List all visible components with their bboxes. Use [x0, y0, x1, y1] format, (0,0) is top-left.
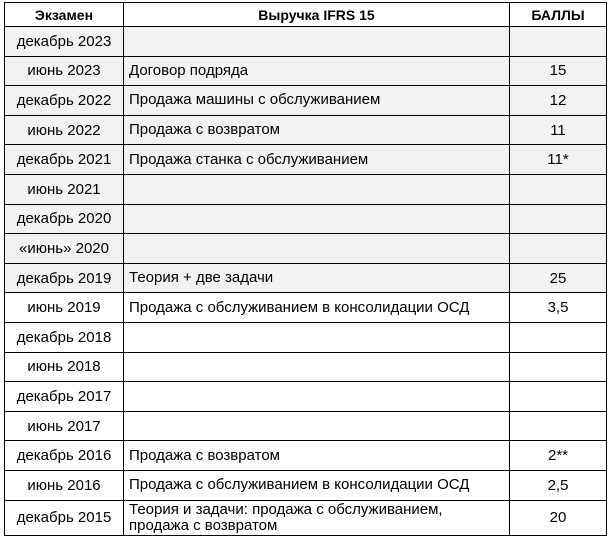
- topic-cell: [124, 174, 510, 204]
- score-cell: [510, 411, 607, 441]
- score-cell: 15: [510, 56, 607, 86]
- exam-cell: июнь 2022: [5, 115, 124, 145]
- exam-cell: декабрь 2019: [5, 263, 124, 293]
- score-cell: 3,5: [510, 293, 607, 323]
- table-row: [5, 352, 607, 382]
- exam-cell: декабрь 2023: [5, 27, 124, 57]
- topic-cell: [124, 204, 510, 234]
- exam-score-table: [4, 2, 607, 536]
- score-cell: [510, 382, 607, 412]
- exam-cell: июнь 2016: [5, 470, 124, 500]
- table-row: [5, 470, 607, 500]
- score-cell: 25: [510, 263, 607, 293]
- topic-cell: Продажа с обслуживанием в консолидации ОСД: [124, 293, 510, 323]
- header-exam: Экзамен: [5, 3, 124, 27]
- exam-cell: декабрь 2022: [5, 86, 124, 116]
- topic-cell: Продажа станка с обслуживанием: [124, 145, 510, 175]
- topic-cell: Теория + две задачи: [124, 263, 510, 293]
- score-cell: [510, 27, 607, 57]
- table-row: [5, 263, 607, 293]
- header-topic: Выручка IFRS 15: [124, 3, 510, 27]
- score-cell: 11*: [510, 145, 607, 175]
- topic-cell: [124, 382, 510, 412]
- exam-cell: июнь 2021: [5, 174, 124, 204]
- topic-cell: [124, 352, 510, 382]
- score-cell: 2**: [510, 441, 607, 471]
- table-row: [5, 56, 607, 86]
- topic-cell: Продажа с возвратом: [124, 441, 510, 471]
- topic-cell: [124, 234, 510, 264]
- topic-cell: Продажа с возвратом: [124, 115, 510, 145]
- exam-cell: декабрь 2021: [5, 145, 124, 175]
- exam-cell: «июнь» 2020: [5, 234, 124, 264]
- topic-cell: Продажа с обслуживанием в консолидации ОСД: [124, 470, 510, 500]
- topic-cell: [124, 411, 510, 441]
- exam-cell: июнь 2017: [5, 411, 124, 441]
- header-score: БАЛЛЫ: [510, 3, 607, 27]
- score-cell: 20: [510, 500, 607, 535]
- table-row: [5, 145, 607, 175]
- exam-cell: декабрь 2020: [5, 204, 124, 234]
- table-body: [5, 27, 607, 536]
- score-cell: [510, 174, 607, 204]
- header-row: [5, 3, 607, 27]
- score-cell: [510, 352, 607, 382]
- table-row: [5, 293, 607, 323]
- topic-cell: [124, 322, 510, 352]
- exam-cell: декабрь 2015: [5, 500, 124, 535]
- topic-cell: [124, 27, 510, 57]
- table-row: [5, 115, 607, 145]
- table-row: [5, 234, 607, 264]
- topic-cell: Договор подряда: [124, 56, 510, 86]
- table-row: [5, 382, 607, 412]
- topic-cell: Продажа машины с обслуживанием: [124, 86, 510, 116]
- table-row: [5, 500, 607, 535]
- table-row: [5, 204, 607, 234]
- table-row: [5, 86, 607, 116]
- score-cell: 11: [510, 115, 607, 145]
- table-row: [5, 27, 607, 57]
- score-cell: [510, 204, 607, 234]
- score-cell: 12: [510, 86, 607, 116]
- exam-cell: декабрь 2018: [5, 322, 124, 352]
- exam-cell: декабрь 2017: [5, 382, 124, 412]
- table-row: [5, 322, 607, 352]
- score-cell: [510, 234, 607, 264]
- score-cell: [510, 322, 607, 352]
- exam-cell: декабрь 2016: [5, 441, 124, 471]
- table-row: [5, 174, 607, 204]
- topic-cell: Теория и задачи: продажа с обслуживанием, продажа с возвратом: [124, 500, 510, 535]
- score-cell: 2,5: [510, 470, 607, 500]
- exam-cell: июнь 2019: [5, 293, 124, 323]
- exam-cell: июнь 2023: [5, 56, 124, 86]
- exam-cell: июнь 2018: [5, 352, 124, 382]
- table-row: [5, 411, 607, 441]
- table-row: [5, 441, 607, 471]
